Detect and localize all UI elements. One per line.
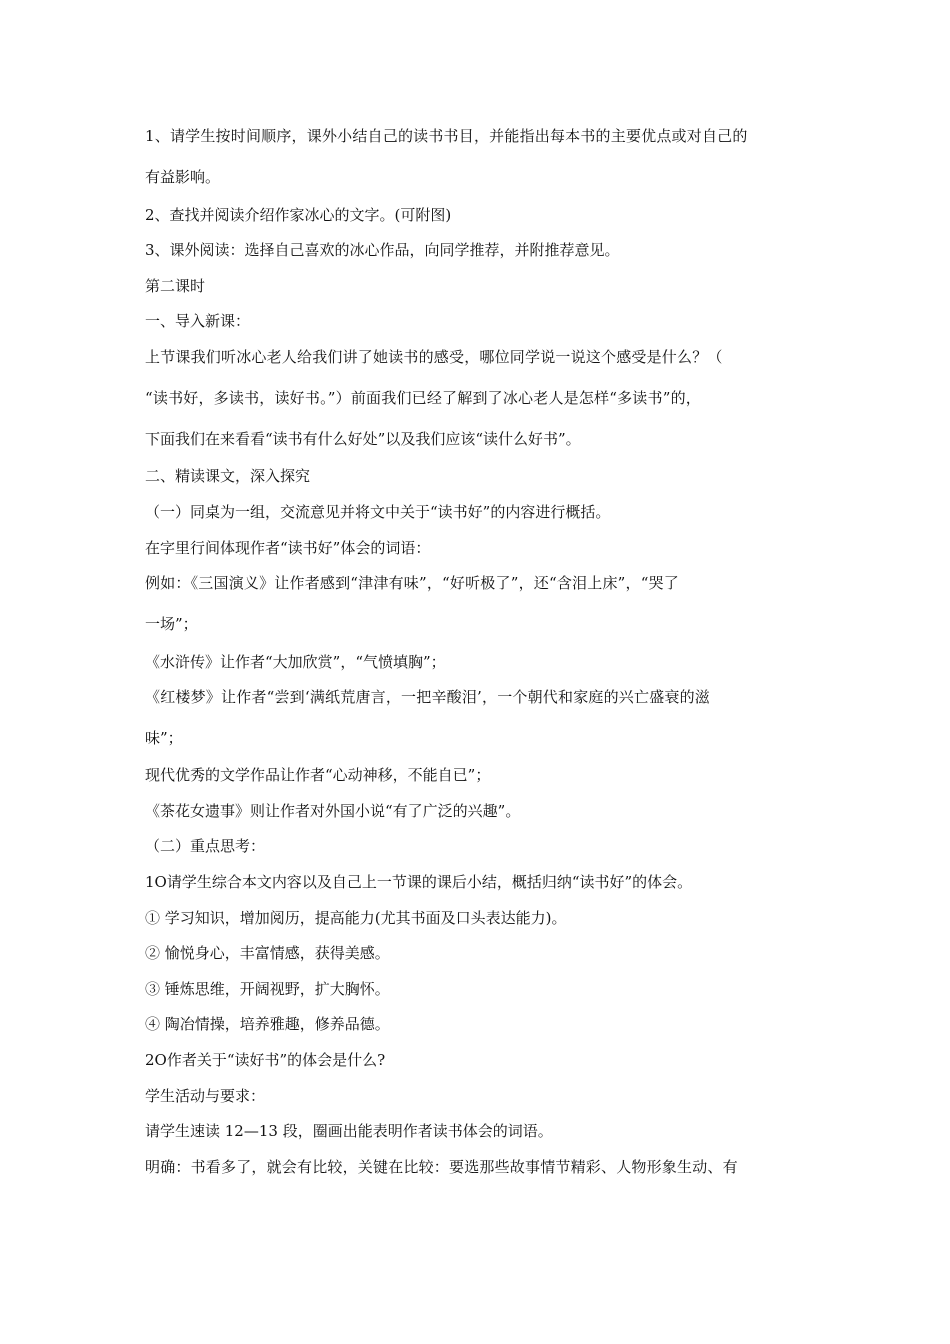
- text-line: 下面我们在来看看“读书有什么好处”以及我们应该“读什么好书”。: [145, 430, 581, 448]
- text-line: 《茶花女遗事》则让作者对外国小说“有了广泛的兴趣”。: [145, 802, 521, 820]
- text-line: 在字里行间体现作者“读书好”体会的词语：: [145, 539, 431, 557]
- text-line: “读书好，多读书，读好书。”）前面我们已经了解到了冰心老人是怎样“多读书”的，: [145, 389, 701, 407]
- list-item: ① 学习知识，增加阅历，提高能力(尤其书面及口头表达能力)。: [145, 909, 567, 927]
- text-line: 2、查找并阅读介绍作家冰心的文字。(可附图): [145, 206, 452, 224]
- text-line: 现代优秀的文学作品让作者“心动神移，不能自已”；: [145, 766, 491, 784]
- section-heading: 第二课时: [145, 277, 206, 295]
- text-line: 1O请学生综合本文内容以及自己上一节课的课后小结，概括归纳“读书好”的体会。: [145, 873, 693, 891]
- text-line: （一）同桌为一组，交流意见并将文中关于“读书好”的内容进行概括。: [145, 503, 611, 521]
- text-line: 学生活动与要求：: [145, 1087, 266, 1105]
- section-heading: （二）重点思考：: [145, 837, 266, 855]
- text-line: 有益影响。: [145, 168, 221, 186]
- list-item: ④ 陶冶情操，培养雅趣，修养品德。: [145, 1015, 390, 1033]
- text-line: 2O作者关于“读好书”的体会是什么?: [145, 1051, 386, 1069]
- list-item: ② 愉悦身心，丰富情感，获得美感。: [145, 944, 390, 962]
- text-line: 《水浒传》让作者“大加欣赏”，“气愤填胸”；: [145, 653, 446, 671]
- section-heading: 二、精读课文，深入探究: [145, 467, 311, 485]
- text-line: 一场”；: [145, 615, 198, 633]
- text-line: 味”；: [145, 729, 183, 747]
- text-line: 请学生速读 12—13 段，圈画出能表明作者读书体会的词语。: [145, 1122, 553, 1140]
- text-line: 3、课外阅读：选择自己喜欢的冰心作品，向同学推荐，并附推荐意见。: [145, 241, 620, 259]
- text-line: 1、请学生按时间顺序，课外小结自己的读书书目，并能指出每本书的主要优点或对自己的: [145, 127, 748, 145]
- text-line: 例如：《三国演义》让作者感到“津津有味”，“好听极了”，还“含泪上床”，“哭了: [145, 574, 679, 592]
- text-line: 上节课我们听冰心老人给我们讲了她读书的感受，哪位同学说一说这个感受是什么？（: [145, 348, 723, 366]
- text-line: 《红楼梦》让作者“尝到‘满纸荒唐言，一把辛酸泪’，一个朝代和家庭的兴亡盛衰的滋: [145, 688, 711, 706]
- list-item: ③ 锤炼思维，开阔视野，扩大胸怀。: [145, 980, 390, 998]
- section-heading: 一、导入新课：: [145, 312, 251, 330]
- text-line: 明确：书看多了，就会有比较，关键在比较：要选那些故事情节精彩、人物形象生动、有: [145, 1158, 738, 1176]
